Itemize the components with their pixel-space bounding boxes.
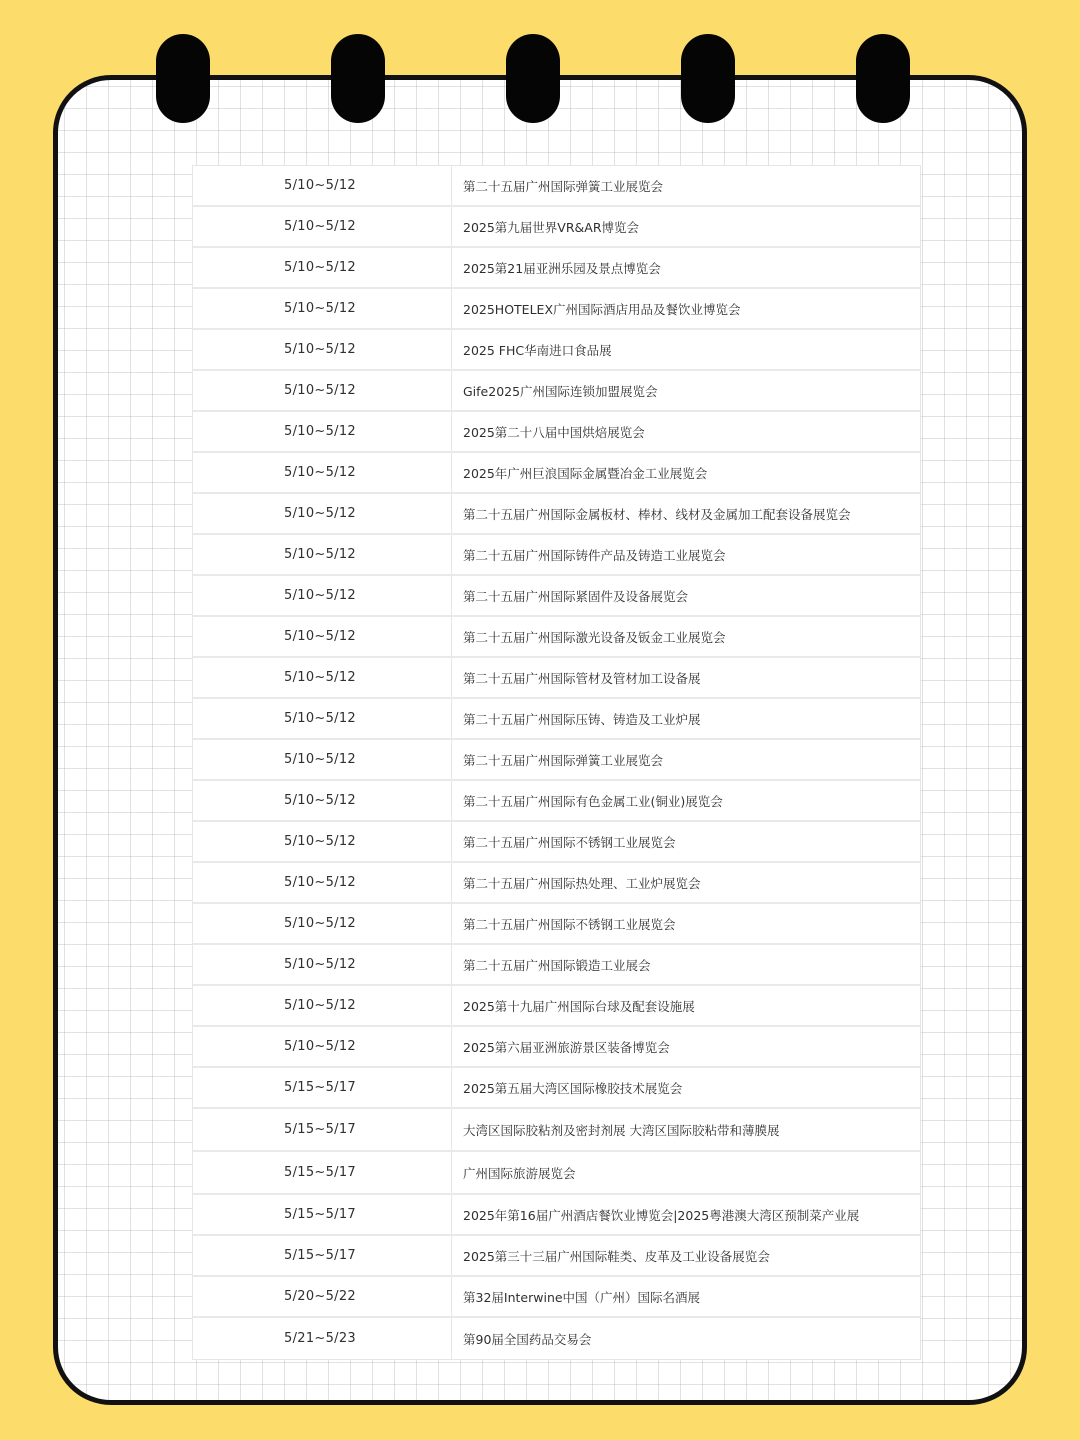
table-row xyxy=(193,740,920,781)
exhibition-name-cell: 2025年第16届广州酒店餐饮业博览会|2025粤港澳大湾区预制菜产业展 xyxy=(463,1207,860,1223)
exhibition-name-cell: 2025第五届大湾区国际橡胶技术展览会 xyxy=(463,1080,683,1096)
date-cell: 5/10~5/12 xyxy=(193,371,452,410)
exhibition-name-cell: 第二十五届广州国际弹簧工业展览会 xyxy=(463,178,664,194)
exhibition-name-cell: 第32届Interwine中国（广州）国际名酒展 xyxy=(463,1289,701,1305)
date-cell: 5/10~5/12 xyxy=(193,617,452,656)
date-cell: 5/10~5/12 xyxy=(193,330,452,369)
exhibition-name-cell: 第二十五届广州国际紧固件及设备展览会 xyxy=(463,588,689,604)
exhibition-name-cell: 第二十五届广州国际热处理、工业炉展览会 xyxy=(463,875,701,891)
exhibition-name-cell: 第二十五届广州国际管材及管材加工设备展 xyxy=(463,670,701,686)
binder-ring-4 xyxy=(681,34,735,123)
table-row xyxy=(193,1068,920,1109)
date-cell: 5/15~5/17 xyxy=(193,1152,452,1193)
table-row xyxy=(193,207,920,248)
date-cell: 5/10~5/12 xyxy=(193,863,452,902)
table-row xyxy=(193,1318,920,1359)
exhibition-name-cell: 2025第21届亚洲乐园及景点博览会 xyxy=(463,260,661,276)
date-cell: 5/10~5/12 xyxy=(193,945,452,984)
date-cell: 5/15~5/17 xyxy=(193,1195,452,1234)
date-cell: 5/20~5/22 xyxy=(193,1277,452,1316)
table-row xyxy=(193,1236,920,1277)
table-row xyxy=(193,863,920,904)
exhibition-name-cell: 第90届全国药品交易会 xyxy=(463,1331,592,1347)
table-row xyxy=(193,699,920,740)
binder-ring-3 xyxy=(506,34,560,123)
exhibition-name-cell: 2025年广州巨浪国际金属暨冶金工业展览会 xyxy=(463,465,708,481)
exhibition-name-cell: 第二十五届广州国际金属板材、棒材、线材及金属加工配套设备展览会 xyxy=(463,506,851,522)
exhibition-name-cell: 第二十五届广州国际铸件产品及铸造工业展览会 xyxy=(463,547,726,563)
date-cell: 5/10~5/12 xyxy=(193,904,452,943)
exhibition-name-cell: 第二十五届广州国际不锈钢工业展览会 xyxy=(463,916,676,932)
table-row xyxy=(193,1109,920,1152)
table-row xyxy=(193,453,920,494)
date-cell: 5/10~5/12 xyxy=(193,986,452,1025)
table-row xyxy=(193,904,920,945)
exhibition-name-cell: 大湾区国际胶粘剂及密封剂展 大湾区国际胶粘带和薄膜展 xyxy=(463,1122,780,1138)
date-cell: 5/15~5/17 xyxy=(193,1109,452,1150)
date-cell: 5/10~5/12 xyxy=(193,289,452,328)
date-cell: 5/10~5/12 xyxy=(193,576,452,615)
table-row xyxy=(193,1195,920,1236)
date-cell: 5/10~5/12 xyxy=(193,207,452,246)
table-row xyxy=(193,986,920,1027)
exhibition-name-cell: 2025第六届亚洲旅游景区装备博览会 xyxy=(463,1039,670,1055)
binder-ring-5 xyxy=(856,34,910,123)
date-cell: 5/15~5/17 xyxy=(193,1068,452,1107)
table-row xyxy=(193,412,920,453)
date-cell: 5/10~5/12 xyxy=(193,248,452,287)
exhibition-name-cell: 2025第三十三届广州国际鞋类、皮革及工业设备展览会 xyxy=(463,1248,770,1264)
date-cell: 5/10~5/12 xyxy=(193,781,452,820)
table-row xyxy=(193,494,920,535)
table-row xyxy=(193,617,920,658)
exhibition-schedule-table xyxy=(192,165,921,1360)
date-cell: 5/10~5/12 xyxy=(193,699,452,738)
date-cell: 5/10~5/12 xyxy=(193,453,452,492)
exhibition-name-cell: 第二十五届广州国际激光设备及钣金工业展览会 xyxy=(463,629,726,645)
table-row xyxy=(193,658,920,699)
date-cell: 5/10~5/12 xyxy=(193,1027,452,1066)
table-row xyxy=(193,166,920,207)
exhibition-name-cell: 第二十五届广州国际弹簧工业展览会 xyxy=(463,752,664,768)
table-row xyxy=(193,1027,920,1068)
date-cell: 5/10~5/12 xyxy=(193,166,452,205)
table-row xyxy=(193,945,920,986)
table-row xyxy=(193,1277,920,1318)
table-row xyxy=(193,1152,920,1195)
exhibition-name-cell: 第二十五届广州国际锻造工业展会 xyxy=(463,957,651,973)
exhibition-name-cell: 2025第二十八届中国烘焙展览会 xyxy=(463,424,645,440)
binder-ring-2 xyxy=(331,34,385,123)
table-row xyxy=(193,289,920,330)
table-row xyxy=(193,371,920,412)
exhibition-name-cell: 广州国际旅游展览会 xyxy=(463,1165,576,1181)
table-row xyxy=(193,535,920,576)
date-cell: 5/10~5/12 xyxy=(193,822,452,861)
date-cell: 5/10~5/12 xyxy=(193,494,452,533)
exhibition-name-cell: 2025第九届世界VR&AR博览会 xyxy=(463,219,640,235)
date-cell: 5/10~5/12 xyxy=(193,658,452,697)
exhibition-name-cell: 2025第十九届广州国际台球及配套设施展 xyxy=(463,998,695,1014)
date-cell: 5/10~5/12 xyxy=(193,535,452,574)
date-cell: 5/21~5/23 xyxy=(193,1318,452,1359)
table-row xyxy=(193,822,920,863)
date-cell: 5/15~5/17 xyxy=(193,1236,452,1275)
date-cell: 5/10~5/12 xyxy=(193,412,452,451)
exhibition-name-cell: 第二十五届广州国际有色金属工业(铜业)展览会 xyxy=(463,793,723,809)
exhibition-name-cell: 2025HOTELEX广州国际酒店用品及餐饮业博览会 xyxy=(463,301,741,317)
table-row xyxy=(193,576,920,617)
exhibition-name-cell: 第二十五届广州国际不锈钢工业展览会 xyxy=(463,834,676,850)
exhibition-name-cell: 第二十五届广州国际压铸、铸造及工业炉展 xyxy=(463,711,701,727)
exhibition-name-cell: Gife2025广州国际连锁加盟展览会 xyxy=(463,383,658,399)
table-row xyxy=(193,781,920,822)
date-cell: 5/10~5/12 xyxy=(193,740,452,779)
table-row xyxy=(193,248,920,289)
table-row xyxy=(193,330,920,371)
exhibition-name-cell: 2025 FHC华南进口食品展 xyxy=(463,342,612,358)
binder-ring-1 xyxy=(156,34,210,123)
